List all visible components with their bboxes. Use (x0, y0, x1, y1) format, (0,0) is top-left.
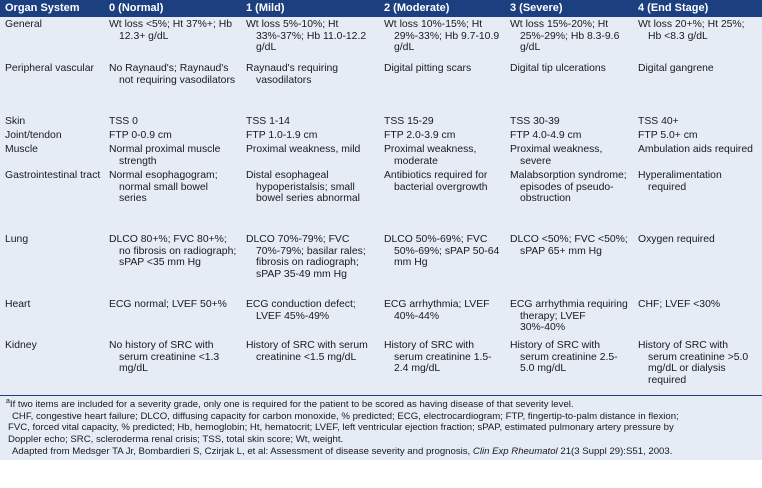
cell-grade-3: Wt loss 15%-20%; Ht 25%-29%; Hb 8.3-9.6 g/dL (510, 19, 620, 53)
cell-grade-2: DLCO 50%-69%; FVC 50%-69%; sPAP 50-64 mm Hg (384, 234, 500, 268)
cell-grade-3: Proximal weakness, severe (510, 144, 603, 167)
row-system: General (5, 19, 42, 30)
row-system: Heart (5, 299, 31, 310)
cell-grade-4: FTP 5.0+ cm (638, 130, 698, 141)
cell-grade-2: FTP 2.0-3.9 cm (384, 130, 456, 141)
cell-grade-2: ECG arrhythmia; LVEF 40%-44% (384, 299, 490, 322)
row-system: Gastrointestinal tract (5, 170, 101, 181)
row-system: Muscle (5, 144, 38, 155)
cell-grade-4: Wt loss 20+%; Ht 25%; Hb <8.3 g/dL (638, 19, 745, 42)
cell-grade-1: DLCO 70%-79%; FVC 70%-79%; basilar rales; fibrosis on radiograph; sPAP 35-49 mm Hg (246, 234, 366, 280)
cell-grade-1: History of SRC with serum creatinine <1.5 mg/dL (246, 340, 368, 363)
header-grade-3: 3 (Severe) (505, 0, 633, 17)
cell-grade-3: TSS 30-39 (510, 116, 560, 127)
row-system: Lung (5, 234, 29, 245)
table-row (0, 17, 762, 61)
table-row (0, 114, 762, 128)
cell-grade-1: ECG conduction defect; LVEF 45%-49% (246, 299, 356, 322)
cell-grade-0: Normal esophagogram; normal small bowel series (109, 170, 218, 204)
cell-grade-2: TSS 15-29 (384, 116, 434, 127)
cell-grade-3: Digital tip ulcerations (510, 63, 606, 74)
cell-grade-2: Antibiotics required for bacterial overgrowth (384, 170, 488, 193)
footnote-a (6, 399, 757, 411)
cell-grade-1: FTP 1.0-1.9 cm (246, 130, 318, 141)
cell-grade-4: History of SRC with serum creatinine >5.0 mg/dL or dialysis required (638, 340, 749, 386)
source-suffix: 21(3 Suppl 29):S51, 2003. (560, 445, 673, 457)
cell-grade-1: Raynaud's requiring vasodilators (246, 63, 339, 86)
header-grade-1: 1 (Mild) (241, 0, 379, 17)
cell-grade-4: Ambulation aids required (638, 144, 753, 155)
cell-grade-1: Proximal weakness, mild (246, 144, 361, 155)
header-grade-4: 4 (End Stage) (633, 0, 762, 17)
cell-grade-3: FTP 4.0-4.9 cm (510, 130, 582, 141)
header-organ-system: Organ System (0, 0, 104, 17)
cell-grade-0: Normal proximal muscle strength (109, 144, 221, 167)
abbreviations-line-1: CHF, congestive heart failure; DLCO, diffusing capacity for carbon monoxide, % predicted; ECG, electrocardiogram; FTP, fingertip-to-palm distance in flexion; (12, 410, 679, 422)
row-system: Kidney (5, 340, 37, 351)
cell-grade-4: Hyperalimentation required (638, 170, 722, 193)
table-row (0, 128, 762, 142)
cell-grade-0: TSS 0 (109, 116, 138, 127)
cell-grade-4: Digital gangrene (638, 63, 714, 74)
table-row (0, 61, 762, 114)
table-row (0, 168, 762, 232)
table-footnotes (0, 395, 762, 460)
table-row (0, 232, 762, 297)
cell-grade-1: Distal esophageal hypoperistalsis; small bowel series abnormal (246, 170, 360, 204)
cell-grade-1: TSS 1-14 (246, 116, 290, 127)
cell-grade-3: Malabsorption syndrome; episodes of pseudo-obstruction (510, 170, 627, 204)
abbreviations-line-3: Doppler echo; SRC, scleroderma renal crisis; TSS, total skin score; Wt, weight. (8, 434, 344, 446)
cell-grade-0: FTP 0-0.9 cm (109, 130, 172, 141)
cell-grade-0: No Raynaud's; Raynaud's not requiring vasodilators (109, 63, 236, 86)
table-row (0, 297, 762, 338)
cell-grade-0: ECG normal; LVEF 50+% (109, 299, 227, 310)
header-grade-0: 0 (Normal) (104, 0, 241, 17)
table-row (0, 142, 762, 168)
row-system: Skin (5, 116, 26, 127)
cell-grade-2: Wt loss 10%-15%; Ht 29%-33%; Hb 9.7-10.9 g/dL (384, 19, 500, 53)
cell-grade-1: Wt loss 5%-10%; Ht 33%-37%; Hb 11.0-12.2 g/dL (246, 19, 367, 53)
row-system: Peripheral vascular (5, 63, 94, 74)
row-system: Joint/tendon (5, 130, 62, 141)
cell-grade-3: History of SRC with serum creatinine 2.5-5.0 mg/dL (510, 340, 618, 374)
footnote-marker: a (6, 397, 10, 405)
cell-grade-0: Wt loss <5%; Ht 37%+; Hb 12.3+ g/dL (109, 19, 233, 42)
source-journal: Clin Exp Rheumatol (472, 445, 558, 457)
source-prefix: Adapted from Medsger TA Jr, Bombardieri S, Czirjak L, et al: Assessment of disease severity and prognosis, (12, 445, 471, 457)
abbreviations-line-2: FVC, forced vital capacity, % predicted; Hb, hemoglobin; Ht, hematocrit; LVEF, left ventricular ejection fraction; sPAP, estimated pulmonary artery pressure by (8, 422, 674, 434)
footnote-a-text: If two items are included for a severity grade, only one is required for the patient to be scored as having disease of that severity level. (9, 399, 574, 410)
cell-grade-4: TSS 40+ (638, 116, 679, 127)
cell-grade-4: CHF; LVEF <30% (638, 299, 721, 310)
cell-grade-0: DLCO 80+%; FVC 80+%; no fibrosis on radiograph; sPAP <35 mm Hg (109, 234, 237, 268)
cell-grade-3: DLCO <50%; FVC <50%; sPAP 65+ mm Hg (510, 234, 628, 257)
table-header-row (0, 0, 762, 17)
cell-grade-2: Digital pitting scars (384, 63, 472, 74)
source-citation (6, 446, 757, 458)
cell-grade-2: History of SRC with serum creatinine 1.5-2.4 mg/dL (384, 340, 492, 374)
cell-grade-3: ECG arrhythmia requiring therapy; LVEF 30%-40% (510, 299, 628, 333)
header-grade-2: 2 (Moderate) (379, 0, 505, 17)
cell-grade-2: Proximal weakness, moderate (384, 144, 477, 167)
cell-grade-4: Oxygen required (638, 234, 715, 245)
table-row (0, 338, 762, 395)
cell-grade-0: No history of SRC with serum creatinine <1.3 mg/dL (109, 340, 220, 374)
